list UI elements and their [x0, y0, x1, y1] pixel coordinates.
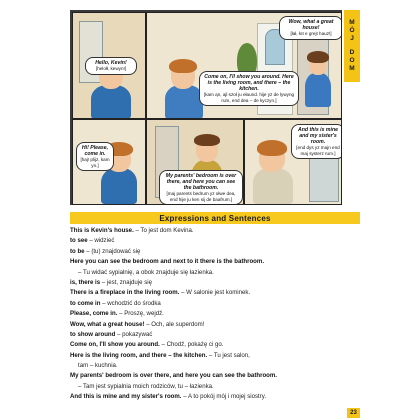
tab-letter: D — [349, 49, 355, 56]
chapter-tab — [344, 10, 360, 82]
vocab-row: Please, come in. – Proszę, wejdź. — [70, 310, 164, 318]
comic-panel-5 — [244, 119, 342, 205]
vocab-row: Wow, what a great house! – Och, ale superdom! — [70, 320, 205, 328]
vocab-row: Here you can see the bedroom and next to it there is the bathroom. — [70, 258, 265, 266]
vocab-row: to see – widzieć — [70, 237, 115, 245]
speech-bubble: Come on, I'll show you around. Here is the living room, and there – the kitchen. [kam ąn, ajl szoł ju ełaund. hije yz de lywyng rum, end dea – de kyczyn.] — [199, 71, 299, 106]
speech-bubble: My parents' bedroom is over there, and here you can see the bathroom. [maj parents bedrum yz ołwe dea, end hije ju ken sij de baafrum.] — [159, 170, 243, 205]
vocab-row: to show around – pokazywać — [70, 330, 153, 338]
vocab-row: Come on, I'll show you around. – Chodź, pokażę ci go. — [70, 341, 224, 349]
section-title: Expressions and Sentences — [70, 212, 360, 224]
vocab-row: Here is the living room, and there – the kitchen. – Tu jest salon, — [70, 351, 250, 359]
vocab-row: This is Kevin's house. – To jest dom Kevina. — [70, 227, 194, 234]
tab-letter: M — [349, 19, 355, 26]
vocab-row: tam – kuchnia. — [78, 362, 118, 370]
vocab-row: to come in – wchodzić do środka — [70, 299, 161, 307]
comic-panel-4 — [146, 119, 244, 205]
vocabulary-list — [70, 226, 360, 403]
tab-letter: M — [349, 65, 355, 72]
comic-strip — [70, 10, 342, 205]
comic-panel-3 — [72, 119, 146, 205]
vocab-row: – Tam jest sypialnia moich rodziców, tu – łazienka. — [78, 382, 214, 390]
tab-letter: Ó — [349, 27, 355, 34]
tab-letter: J — [350, 35, 354, 42]
comic-panel-2 — [146, 12, 342, 119]
tab-letter: O — [349, 57, 355, 64]
comic-panel-1 — [72, 12, 146, 119]
speech-bubble: Hi! Please, come in. [haj! plijz, kam yn.] — [76, 142, 114, 171]
vocab-row: is, there is – jest, znajduje się — [70, 278, 152, 286]
speech-bubble: Hello, Kevin! [helołł, kewyn!] — [85, 57, 137, 75]
vocab-row: – Tu widać sypialnię, a obok znajduje się łazienka. — [78, 268, 214, 276]
page-number: 23 — [347, 408, 360, 418]
speech-bubble: Wow, what a great house! [łał, łot e grejt hauz!] — [279, 16, 342, 40]
vocab-row: And this is mine and my sister's room. – A to pokój mój i mojej siostry. — [70, 393, 267, 401]
speech-bubble: And this is mine and my sister's room. [end dys yz majn end maj systerz rum.] — [291, 124, 342, 159]
vocab-row: There is a fireplace in the living room. – W salonie jest kominek. — [70, 289, 251, 297]
vocab-row: My parents' bedroom is over there, and here you can see the bathroom. — [70, 372, 277, 380]
vocab-row: to be – (tu) znajdować się — [70, 247, 141, 255]
